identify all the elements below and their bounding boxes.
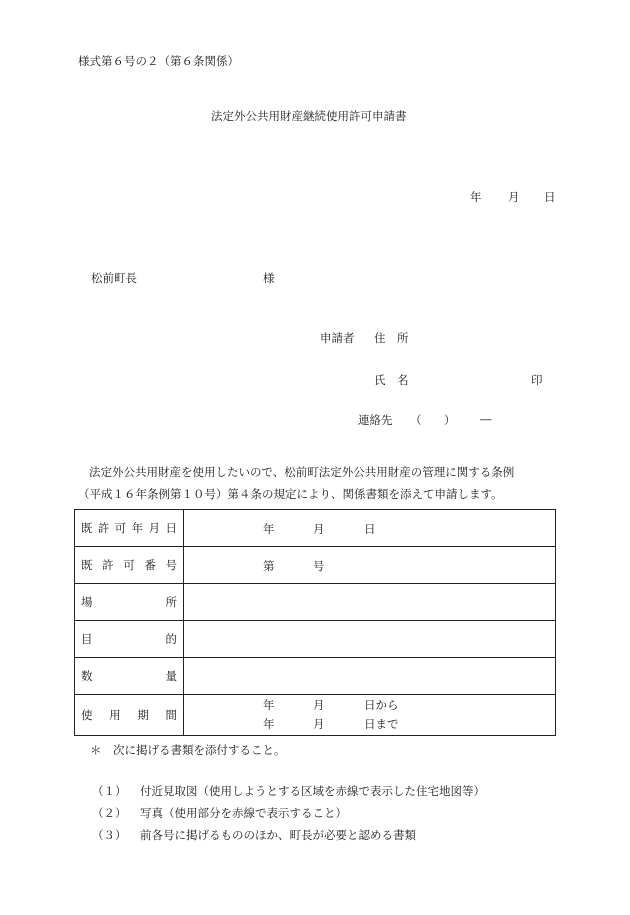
row-label xyxy=(81,631,177,647)
table-row xyxy=(75,658,556,695)
month-label: 月 xyxy=(313,522,325,536)
year-label: 年 xyxy=(263,522,275,536)
recipient-honorific: 様 xyxy=(263,271,275,285)
number-suffix-label: 号 xyxy=(313,559,325,573)
date-day-label: 日 xyxy=(544,190,556,204)
period-end-year: 年 xyxy=(263,717,275,731)
prior-permit-date-cell[interactable] xyxy=(184,510,556,547)
row-label-cell xyxy=(75,621,184,658)
row-label xyxy=(81,707,177,723)
date-year-label: 年 xyxy=(470,190,482,204)
row-label-char: 期 xyxy=(137,708,149,722)
period-end-day: 日まで xyxy=(364,717,399,731)
item-number: （３） xyxy=(92,828,127,842)
recipient-name: 松前町長 xyxy=(91,271,137,285)
row-label-char: 月 xyxy=(148,521,161,535)
row-label-char: 号 xyxy=(165,558,177,572)
seal-mark: 印 xyxy=(531,373,543,387)
table-row xyxy=(75,547,556,584)
period-start-day: 日から xyxy=(364,698,399,712)
row-label-cell xyxy=(75,510,184,547)
table-row xyxy=(75,695,556,736)
row-label-char: 所 xyxy=(165,595,177,609)
row-label-cell xyxy=(75,547,184,584)
name-label: 氏 名 xyxy=(374,373,409,387)
row-label xyxy=(81,557,177,573)
period-start-year: 年 xyxy=(263,698,275,712)
row-label-char: 既 xyxy=(81,521,93,535)
period-start-month: 月 xyxy=(313,698,325,712)
row-label-char: 目 xyxy=(81,632,93,646)
body-line: （平成１６年条例第１０号）第４条の規定により、関係書類を添えて申請します。 xyxy=(78,487,503,501)
row-label-char: 数 xyxy=(81,669,93,683)
item-text: 前各号に掲げるもののほか、町長が必要と認める書類 xyxy=(140,828,416,842)
row-label xyxy=(81,668,177,684)
document-title: 法定外公共用財産継続使用許可申請書 xyxy=(211,109,407,123)
row-label-cell xyxy=(75,584,184,621)
quantity-cell[interactable] xyxy=(184,658,556,695)
item-text: 付近見取図（使用しようとする区域を赤線で表示した住宅地図等） xyxy=(140,784,485,798)
contact-paren-open: （ xyxy=(410,413,422,427)
row-label-char: 年 xyxy=(131,521,144,535)
table-row xyxy=(75,510,556,547)
attachment-note: ＊ 次に掲げる書類を添付すること。 xyxy=(90,743,286,757)
row-label-char: 日 xyxy=(165,521,177,535)
list-item xyxy=(92,805,347,821)
form-id: 様式第６号の２（第６条関係） xyxy=(78,54,239,68)
row-label-char: 間 xyxy=(165,708,177,722)
row-label-cell xyxy=(75,695,184,736)
row-label-char: 量 xyxy=(165,669,177,683)
row-label-char: 許 xyxy=(97,521,110,535)
row-label-char: 用 xyxy=(109,708,121,722)
date-month-label: 月 xyxy=(508,190,520,204)
item-text: 写真（使用部分を赤線で表示すること） xyxy=(140,806,347,820)
day-label: 日 xyxy=(364,522,376,536)
row-label-char: 使 xyxy=(81,708,93,722)
row-label-char: 場 xyxy=(81,595,93,609)
list-item xyxy=(92,827,416,843)
list-item xyxy=(92,783,485,799)
row-label-char: 可 xyxy=(123,558,135,572)
row-label-char: 可 xyxy=(114,521,127,535)
row-label-char: 番 xyxy=(144,558,156,572)
row-label xyxy=(81,594,177,610)
address-label: 住 所 xyxy=(374,331,409,345)
row-label-char: 既 xyxy=(81,558,93,572)
table-row xyxy=(75,621,556,658)
row-label-char: 的 xyxy=(165,632,177,646)
item-number: （２） xyxy=(92,806,127,820)
location-cell[interactable] xyxy=(184,584,556,621)
prior-permit-number-cell[interactable] xyxy=(184,547,556,584)
purpose-cell[interactable] xyxy=(184,621,556,658)
contact-label: 連絡先 xyxy=(358,413,393,427)
row-label xyxy=(81,520,177,536)
contact-dash: ― xyxy=(480,412,492,426)
usage-period-cell[interactable] xyxy=(184,695,556,736)
application-table xyxy=(74,509,556,736)
table-row xyxy=(75,584,556,621)
row-label-cell xyxy=(75,658,184,695)
period-end-month: 月 xyxy=(313,717,325,731)
contact-paren-close: ） xyxy=(444,413,456,427)
item-number: （１） xyxy=(92,784,127,798)
row-label-char: 許 xyxy=(102,558,114,572)
applicant-label: 申請者 xyxy=(320,331,355,345)
number-prefix-label: 第 xyxy=(263,559,275,573)
body-line: 法定外公共用財産を使用したいので、松前町法定外公共用財産の管理に関する条例 xyxy=(89,465,515,479)
